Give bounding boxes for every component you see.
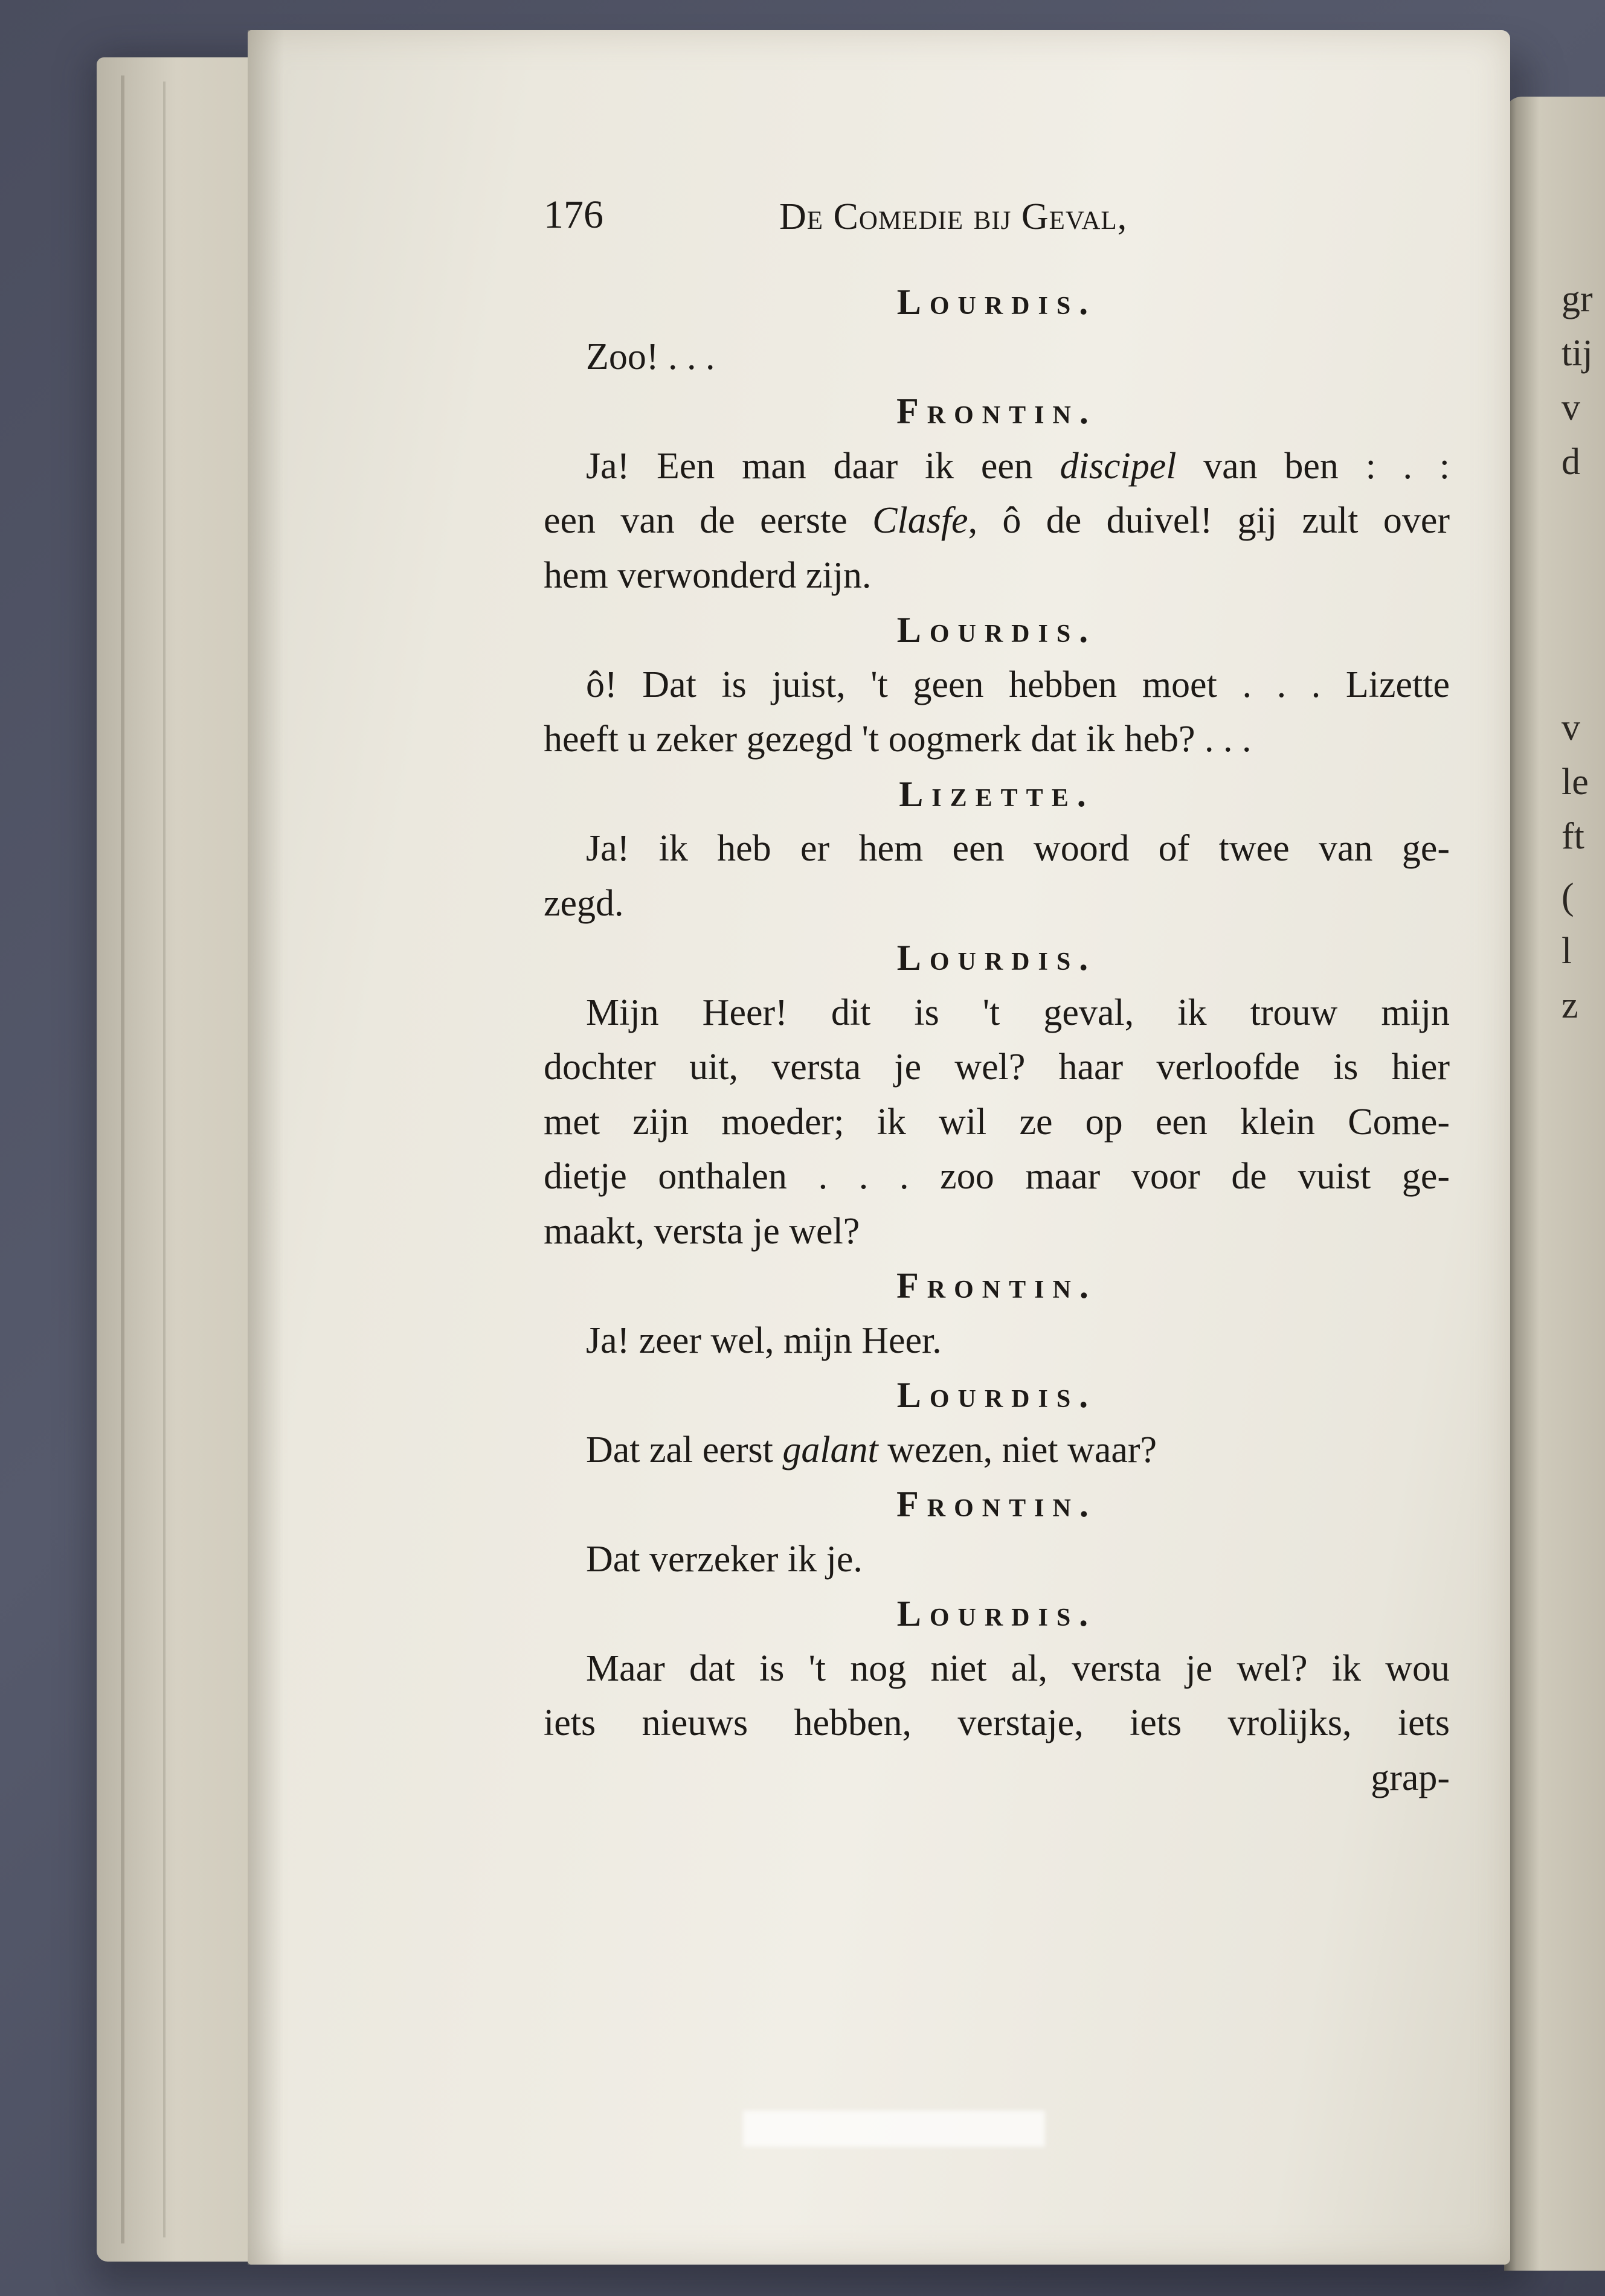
speaker-name: Lourdis. (896, 282, 1097, 322)
dialogue-line: ô! Dat is juist, 't geen hebben moet . . . Lizette (586, 664, 1450, 705)
page-header (544, 192, 1244, 258)
dialogue-line (544, 439, 1450, 493)
running-head: De Comedie bij Geval, (779, 196, 1128, 237)
speaker-name: Lourdis. (896, 610, 1097, 650)
dialogue-line: maakt, versta je wel? (544, 1210, 860, 1252)
speaker-name: Frontin. (896, 391, 1097, 431)
dialogue-line: hem verwonderd zijn. (544, 554, 872, 596)
facing-page-fragment: v (1562, 707, 1580, 748)
dialogue-line: Zoo! . . . (586, 336, 715, 377)
facing-page-edge (1504, 97, 1605, 2271)
dialogue-line: zegd. (544, 882, 624, 924)
dialogue-line: Ja! zeer wel, mijn Heer. (586, 1320, 942, 1361)
paper-glare (743, 2111, 1045, 2147)
text-segment: Dat zal eerst (586, 1429, 783, 1470)
dialogue-line: Maar dat is 't nog niet al, versta je wel? ik wou (586, 1647, 1450, 1689)
facing-page-fragment: tij (1562, 333, 1593, 374)
facing-page-fragment: z (1562, 985, 1578, 1026)
dialogue-line: Dat verzeker ik je. (586, 1538, 863, 1580)
dialogue-line: dochter uit, versta je wel? haar verloofde is hier (544, 1047, 1450, 1088)
italic-word: galant (782, 1429, 878, 1470)
speaker-name: Lourdis. (896, 938, 1097, 978)
facing-page-fragment: d (1562, 441, 1580, 483)
italic-word: Clasfe (872, 500, 968, 541)
text-segment: Ja! Een man daar ik een (586, 445, 1060, 487)
text-segment: , ô de duivel! gij zult over (968, 500, 1450, 541)
text-segment: van ben : . : (1176, 445, 1450, 487)
dialogue-line: heeft u zeker gezegd 't oogmerk dat ik heb? . . . (544, 719, 1252, 760)
dialogue-line (544, 493, 1450, 548)
catchword: grap- (1371, 1757, 1450, 1798)
text-segment: een van de eerste (544, 500, 873, 541)
dialogue-line (544, 1423, 1450, 1477)
speaker-name: Frontin. (896, 1484, 1097, 1524)
speaker-name: Lourdis. (896, 1375, 1097, 1415)
dialogue-line: Ja! ik heb er hem een woord of twee van ge- (586, 828, 1450, 869)
facing-page-fragment: ( (1562, 876, 1574, 917)
facing-page-fragment: v (1562, 387, 1580, 428)
page-number: 176 (544, 193, 603, 237)
dialogue-line: met zijn moeder; ik wil ze op een klein Come- (544, 1101, 1450, 1143)
dialogue-line: dietje onthalen . . . zoo maar voor de vuist ge- (544, 1156, 1450, 1197)
facing-page-fragment: l (1562, 931, 1572, 972)
speaker-name: Frontin. (896, 1266, 1097, 1306)
dialogue-line: iets nieuws hebben, verstaje, iets vrolijks, iets (544, 1702, 1450, 1743)
speaker-name: Lourdis. (896, 1594, 1097, 1634)
italic-word: discipel (1060, 445, 1177, 487)
facing-page-fragment: ft (1562, 816, 1584, 857)
text-segment: wezen, niet waar? (878, 1429, 1157, 1470)
page-fold-shadow (248, 30, 284, 2265)
speaker-name: Lizette. (899, 774, 1095, 814)
dialogue-line: Mijn Heer! dit is 't geval, ik trouw mijn (586, 992, 1450, 1033)
facing-page-fragment: le (1562, 762, 1589, 803)
facing-page-fragment: gr (1562, 278, 1593, 319)
